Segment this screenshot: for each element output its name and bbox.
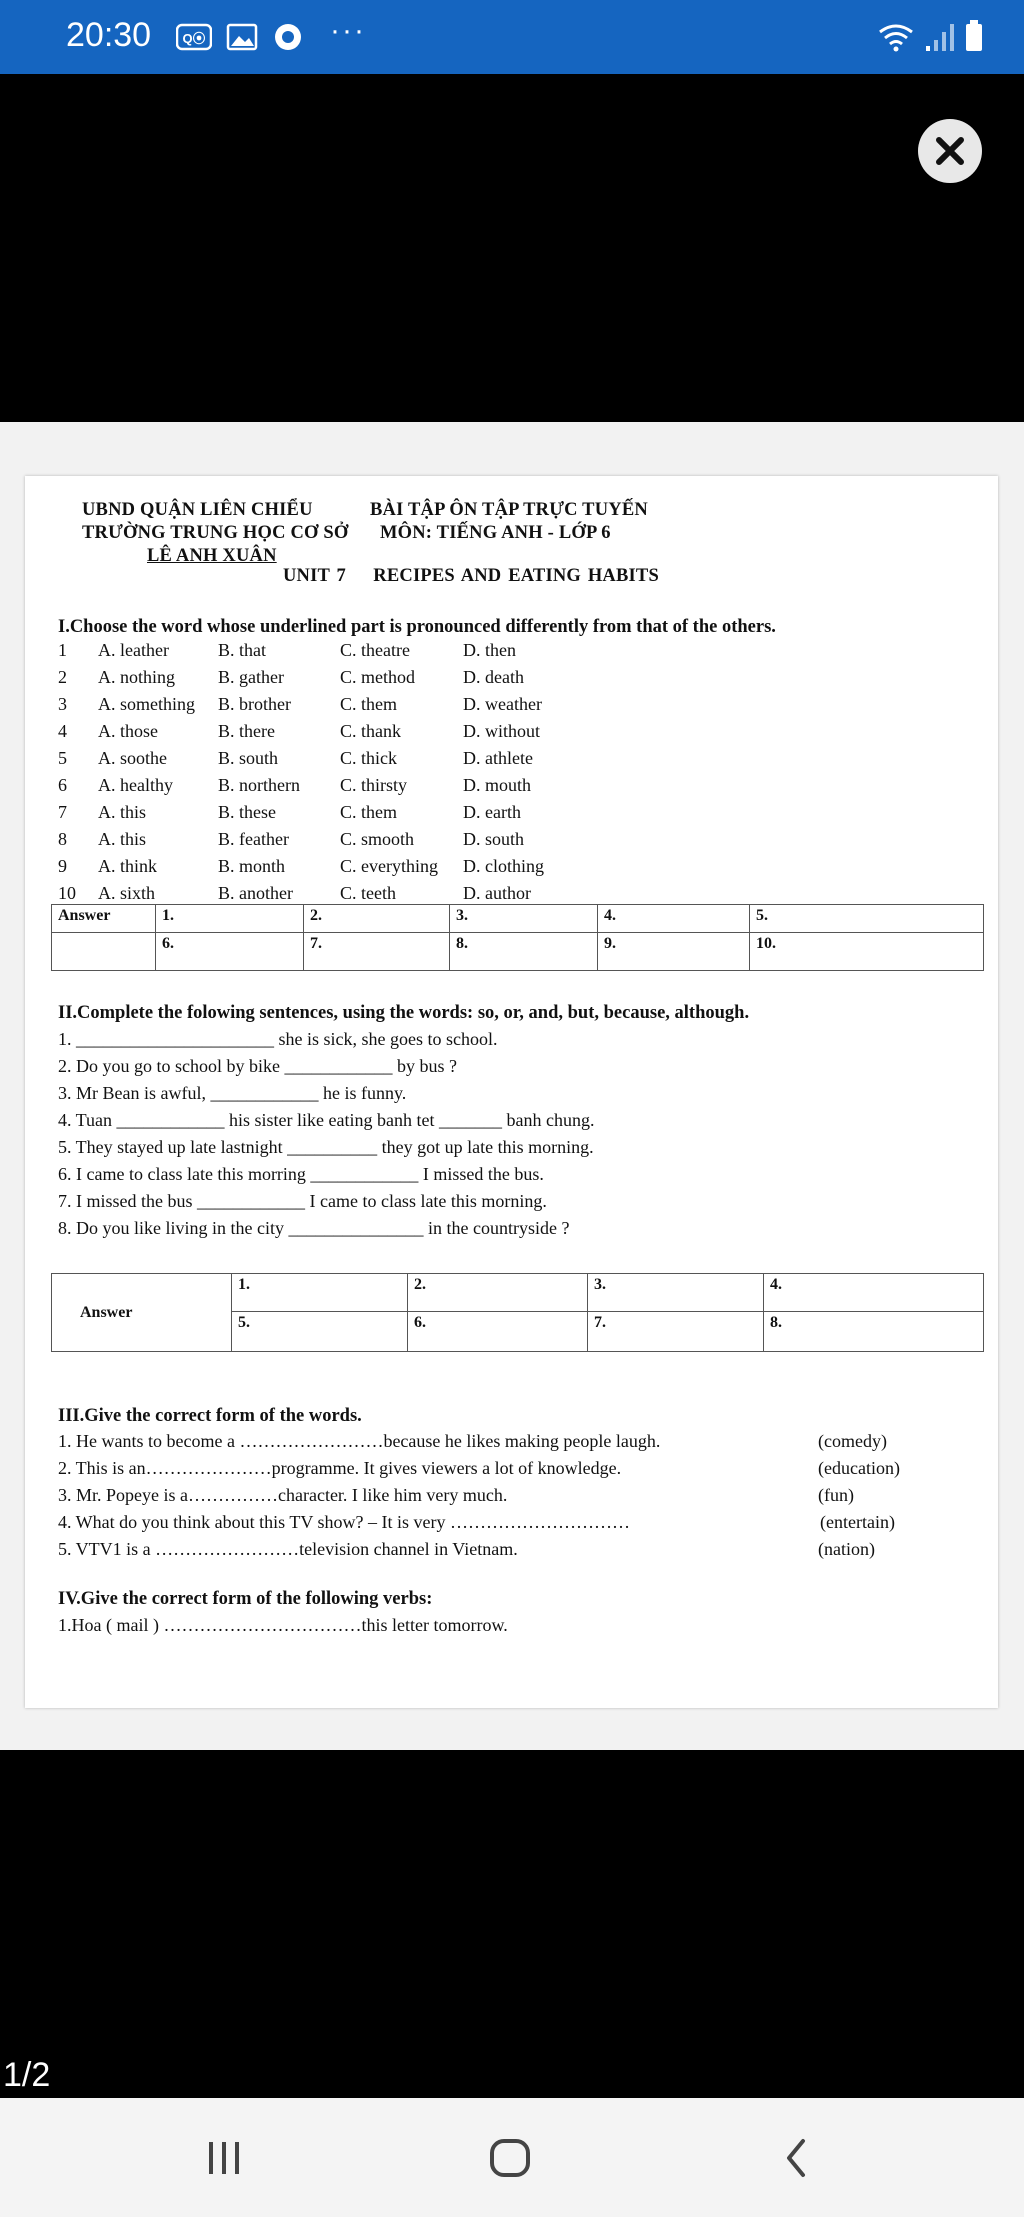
- option-a: A. sixth: [98, 883, 156, 903]
- option-a: A. think: [98, 856, 158, 876]
- sentence-item: 7. I missed the bus ____________ I came to class late this morning.: [58, 1191, 547, 1211]
- option-c: C. them: [340, 802, 397, 822]
- answer-cell[interactable]: 3.: [588, 1274, 764, 1312]
- sync-icon: [272, 22, 304, 52]
- row-number: 8: [58, 829, 67, 849]
- battery-icon: [964, 20, 984, 52]
- option-b: B. that: [218, 640, 266, 660]
- verb-item: 1.Hoa ( mail ) ……………………………this letter tomorrow.: [58, 1615, 508, 1635]
- school-name: LÊ ANH XUÂN: [147, 546, 277, 566]
- document-viewer[interactable]: [0, 422, 1024, 1750]
- option-a: A. this: [98, 829, 147, 849]
- answer-cell[interactable]: 1.: [156, 905, 304, 933]
- page-counter: 1/2: [3, 2056, 51, 2094]
- home-button[interactable]: [480, 2136, 540, 2180]
- answer-cell[interactable]: 7.: [588, 1312, 764, 1352]
- status-time: 20:30: [66, 16, 152, 54]
- option-a: A. soothe: [98, 748, 167, 768]
- option-d: D. death: [463, 667, 524, 687]
- option-c: C. theatre: [340, 640, 410, 660]
- option-a: A. nothing: [98, 667, 176, 687]
- option-b: B. brother: [218, 694, 291, 714]
- word-hint: (nation): [818, 1539, 875, 1559]
- answer-cell[interactable]: 2.: [304, 905, 450, 933]
- section1-title: I.Choose the word whose underlined part is pronounced differently from that of the others.: [58, 617, 776, 637]
- home-icon: [488, 2138, 532, 2178]
- option-c: C. everything: [340, 856, 438, 876]
- option-d: D. south: [463, 829, 525, 849]
- row-number: 10: [58, 883, 76, 903]
- section1-answer-table: [51, 904, 984, 971]
- answer-cell[interactable]: 9.: [598, 933, 750, 971]
- status-bar: [0, 0, 1024, 74]
- answer-cell[interactable]: 7.: [304, 933, 450, 971]
- option-c: C. teeth: [340, 883, 396, 903]
- gallery-icon: [226, 22, 258, 52]
- more-notifications-icon: ···: [330, 14, 366, 47]
- sentence-item: 2. Do you go to school by bike ____________ by bus ?: [58, 1056, 457, 1076]
- option-a: A. healthy: [98, 775, 173, 795]
- section2-answer-table: [51, 1273, 984, 1352]
- row-number: 3: [58, 694, 67, 714]
- option-d: D. weather: [463, 694, 542, 714]
- option-c: C. them: [340, 694, 397, 714]
- option-b: B. south: [218, 748, 279, 768]
- option-b: B. feather: [218, 829, 289, 849]
- word-form-item: 2. This is an…………………programme. It gives viewers a lot of knowledge.: [58, 1458, 622, 1478]
- answer-cell[interactable]: 8.: [764, 1312, 984, 1352]
- option-c: C. smooth: [340, 829, 415, 849]
- section3-title: III.Give the correct form of the words.: [58, 1406, 362, 1426]
- close-button[interactable]: [918, 119, 982, 183]
- word-form-item: 1. He wants to become a ……………………because he likes making people laugh.: [58, 1431, 661, 1451]
- word-hint: (comedy): [818, 1431, 887, 1451]
- word-form-item: 5. VTV1 is a ……………………television channel in Vietnam.: [58, 1539, 518, 1559]
- answer-cell[interactable]: 2.: [408, 1274, 588, 1312]
- section4-title: IV.Give the correct form of the following verbs:: [58, 1589, 433, 1609]
- answer-cell[interactable]: 6.: [156, 933, 304, 971]
- option-b: B. another: [218, 883, 293, 903]
- recent-apps-icon: [204, 2140, 244, 2176]
- sentence-item: 8. Do you like living in the city _______________ in the countryside ?: [58, 1218, 570, 1238]
- svg-text:Q⦿: Q⦿: [182, 31, 206, 46]
- row-number: 2: [58, 667, 67, 687]
- section2-title: II.Complete the folowing sentences, using the words: so, or, and, but, because, although.: [58, 1003, 750, 1023]
- word-hint: (fun): [818, 1485, 854, 1505]
- option-b: B. these: [218, 802, 276, 822]
- option-d: D. mouth: [463, 775, 532, 795]
- option-a: A. leather: [98, 640, 169, 660]
- back-button[interactable]: [766, 2136, 826, 2180]
- option-a: A. something: [98, 694, 195, 714]
- back-icon: [781, 2138, 811, 2178]
- wifi-icon: [876, 22, 916, 52]
- sentence-item: 3. Mr Bean is awful, ____________ he is funny.: [58, 1083, 407, 1103]
- option-c: C. thick: [340, 748, 397, 768]
- option-b: B. gather: [218, 667, 284, 687]
- answer-label: Answer: [52, 1274, 232, 1352]
- answer-cell[interactable]: 5.: [232, 1312, 408, 1352]
- option-c: C. thank: [340, 721, 401, 741]
- sentence-item: 4. Tuan ____________ his sister like eating banh tet _______ banh chung.: [58, 1110, 595, 1130]
- answer-cell[interactable]: 8.: [450, 933, 598, 971]
- answer-label-blank: [52, 933, 156, 971]
- signal-icon: [924, 22, 956, 52]
- option-d: D. athlete: [463, 748, 533, 768]
- row-number: 9: [58, 856, 67, 876]
- subject-title: MÔN: TIẾNG ANH - LỚP 6: [380, 523, 611, 543]
- option-d: D. author: [463, 883, 531, 903]
- unit-title: UNIT 7 RECIPES AND EATING HABITS: [283, 566, 659, 586]
- answer-cell[interactable]: 3.: [450, 905, 598, 933]
- sentence-item: 5. They stayed up late lastnight __________ they got up late this morning.: [58, 1137, 594, 1157]
- answer-cell[interactable]: 4.: [764, 1274, 984, 1312]
- option-d: D. clothing: [463, 856, 544, 876]
- option-c: C. thirsty: [340, 775, 408, 795]
- option-b: B. month: [218, 856, 286, 876]
- row-number: 5: [58, 748, 67, 768]
- row-number: 7: [58, 802, 67, 822]
- answer-cell[interactable]: 6.: [408, 1312, 588, 1352]
- answer-label: Answer: [52, 905, 156, 933]
- option-d: D. without: [463, 721, 541, 741]
- navigation-bar: [0, 2098, 1024, 2217]
- option-d: D. then: [463, 640, 516, 660]
- recent-apps-button[interactable]: [194, 2136, 254, 2180]
- row-number: 1: [58, 640, 67, 660]
- answer-cell[interactable]: 5.: [750, 905, 984, 933]
- row-number: 4: [58, 721, 67, 741]
- row-number: 6: [58, 775, 67, 795]
- word-form-item: 3. Mr. Popeye is a……………character. I like him very much.: [58, 1485, 508, 1505]
- status-right: [876, 20, 984, 52]
- sentence-item: 1. ______________________ she is sick, she goes to school.: [58, 1029, 498, 1049]
- word-hint: (education): [818, 1458, 900, 1478]
- option-c: C. method: [340, 667, 415, 687]
- option-b: B. there: [218, 721, 275, 741]
- worksheet-title: BÀI TẬP ÔN TẬP TRỰC TUYẾN: [370, 500, 648, 520]
- close-icon: [933, 134, 967, 168]
- answer-cell[interactable]: 10.: [750, 933, 984, 971]
- document-page: [25, 476, 998, 1708]
- answer-cell[interactable]: 4.: [598, 905, 750, 933]
- option-a: A. this: [98, 802, 147, 822]
- hd-icon: [176, 22, 212, 52]
- sentence-item: 6. I came to class late this morring ____________ I missed the bus.: [58, 1164, 544, 1184]
- word-hint: (entertain): [820, 1512, 895, 1532]
- school-district: UBND QUẬN LIÊN CHIỂU: [82, 500, 313, 520]
- option-d: D. earth: [463, 802, 521, 822]
- word-form-item: 4. What do you think about this TV show? – It is very …………………………: [58, 1512, 630, 1532]
- option-b: B. northern: [218, 775, 300, 795]
- answer-cell[interactable]: 1.: [232, 1274, 408, 1312]
- school-type: TRƯỜNG TRUNG HỌC CƠ SỞ: [82, 523, 349, 543]
- option-a: A. those: [98, 721, 158, 741]
